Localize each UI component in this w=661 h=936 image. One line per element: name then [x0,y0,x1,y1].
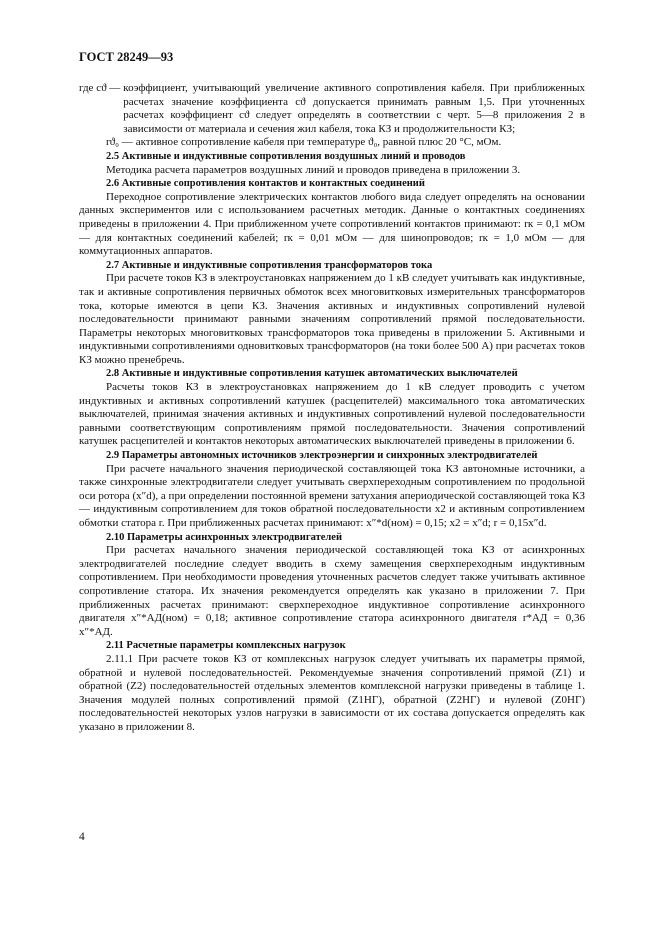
section-text: Переходное сопротивление электрических контактов любого вида следует определять на основании данных экспериментов или с использованием расчетных методик. Данные о контактных соединениях приведены в приложении 4. При приближенном учете сопротивлений контактов принимают: rк = 0,1 мОм — для контактных соединений кабелей; rк = 0,01 мОм — для шинопроводов; rк = 1,0 мОм — для коммутационных аппаратов. [79,190,585,258]
definition-c-theta [79,82,585,136]
definition-text: активное сопротивление кабеля при температуре ϑ₀, равной плюс 20 °С, мОм. [135,136,502,149]
section-text: 2.11.1 При расчете токов КЗ от комплексных нагрузок следует учитывать их параметры прямой, обратной и нулевой последовательностей. Рекомендуемые значения сопротивлений прямой (Z1) и обратной (Z2) последовательностей отдельных элементов комплексной нагрузки приведены в таблице 1. Значения модулей полных сопротивлений прямой (Z1НГ), обратной (Z2НГ) и нулевой (Z0НГ) последовательностей некоторых узлов нагрузки в зависимости от их состава допускается определять как указано в приложении 8. [79,652,585,733]
page-body [79,82,585,735]
section-heading: 2.5 Активные и индуктивные сопротивления воздушных линий и проводов [106,150,466,162]
section-text: При расчете начального значения периодической составляющей тока КЗ автономные источники, а также синхронные электродвигатели следует учитывать сверхпереходным сопротивлением по продольной оси ротора (x″d), а при определении постоянной времени затухания апериодической составляющей тока КЗ — индуктивным сопротивлением для токов обратной последовательности x2 и активным сопротивлением обмотки статора r. При приближенных расчетах принимают: x″*d(ном) = 0,15; x2 = x″d; r = 0,15x″d. [79,462,585,529]
section-heading: 2.10 Параметры асинхронных электродвигателей [106,531,343,543]
section-heading: 2.8 Активные и индуктивные сопротивления катушек автоматических выключателей [106,368,518,380]
definition-symbol: rϑ₀ — [106,136,133,149]
section-heading: 2.11 Расчетные параметры комплексных нагрузок [106,640,346,652]
section-heading: 2.6 Активные сопротивления контактов и контактных соединений [106,178,425,190]
definition-text: коэффициент, учитывающий увеличение активного сопротивления кабеля. При приближенных расчетах значение коэффициента cϑ допускается принимать равным 1,5. При уточненных расчетах коэффициент cϑ следует определять в соответствии с черт. 5—8 приложения 2 в зависимости от материала и сечения жил кабеля, тока КЗ и продолжительности КЗ; [123,82,585,135]
section-text: При расчетах начального значения периодической составляющей тока КЗ от асинхронных электродвигателей последние следует вводить в схему замещения сверхпереходным индуктивным сопротивлением. При необходимости проведения уточненных расчетов следует также учитывать активное сопротивление статора. Их значения рекомендуется определять как указано в приложении 7. При приближенных расчетах принимают: сверхпереходное индуктивное сопротивление асинхронного двигателя x″*АД(ном) = 0,18; активное сопротивление статора асинхронного двигателя r*АД = 0,36 x″*АД. [79,544,585,638]
definition-symbol: где cϑ — [79,82,121,94]
page-number: 4 [79,831,85,843]
section-heading: 2.9 Параметры автономных источников электроэнергии и синхронных электродвигателей [106,450,538,462]
section-text: Методика расчета параметров воздушных линий и проводов приведена в приложении 3. [106,163,521,176]
section-text: При расчете токов КЗ в электроустановках напряжением до 1 кВ следует учитывать как индуктивные, так и активные сопротивления первичных обмоток всех многовитковых измерительных трансформаторов тока, которые имеются в цепи КЗ. Значения активных и индуктивных сопротивлений нулевой последовательности принимают равными значениям сопротивлений прямой последовательности. Параметры некоторых многовитковых трансформаторов тока приведены в приложении 5. Активными и индуктивными сопротивлениями одновитковых трансформаторов (на токи более 500 А) при расчетах токов КЗ можно пренебречь. [79,272,585,366]
section-text: Расчеты токов КЗ в электроустановках напряжением до 1 кВ следует проводить с учетом индуктивных и активных сопротивлений катушек (расцепителей) максимального тока автоматических выключателей, принимая значения активных и индуктивных сопротивлений нулевой последовательности равными соответствующим сопротивлениям прямой последовательности. Значения сопротивлений катушек расцепителей и контактов некоторых автоматических выключателей приведены в приложении 6. [79,381,585,448]
document-header: ГОСТ 28249—93 [79,50,174,64]
section-heading: 2.7 Активные и индуктивные сопротивления трансформаторов тока [106,259,433,271]
definition-r-theta [79,136,585,150]
